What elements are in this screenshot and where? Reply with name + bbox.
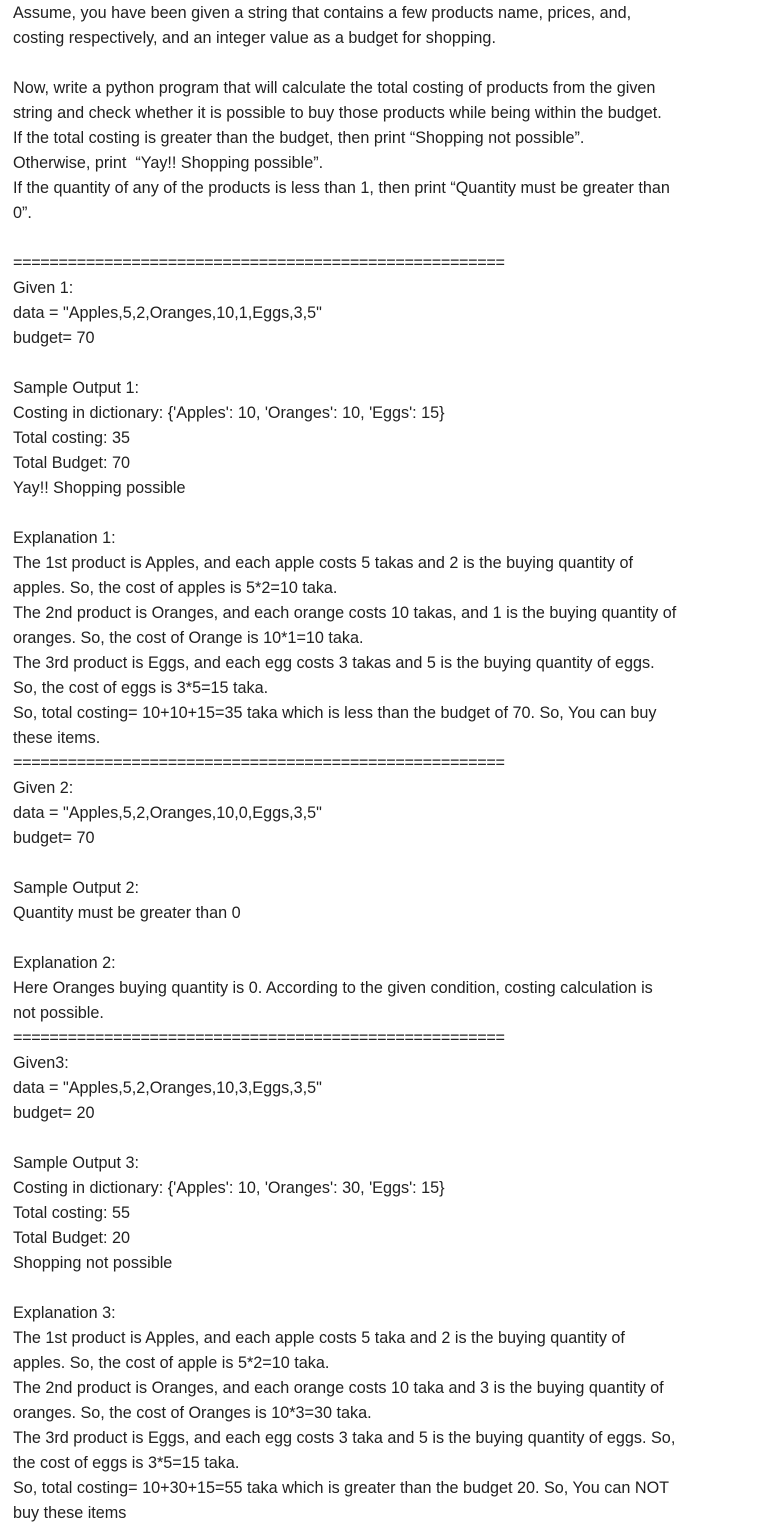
text-line: costing respectively, and an integer value as a budget for shopping.	[13, 29, 496, 47]
spacer	[13, 851, 771, 876]
separator-line: ======================================================	[13, 1029, 505, 1047]
text-line: Otherwise, print “Yay!! Shopping possible”.	[13, 154, 324, 172]
explanation-line: The 1st product is Apples, and each apple costs 5 taka and 2 is the buying quantity of	[13, 1329, 625, 1347]
explanation-heading: Explanation 2:	[13, 954, 116, 972]
given-budget: budget= 70	[13, 329, 95, 347]
example-3-given	[13, 1051, 771, 1126]
output-line: Total costing: 35	[13, 429, 130, 447]
example-3-output	[13, 1151, 771, 1276]
explanation-line: apples. So, the cost of apples is 5*2=10 taka.	[13, 579, 338, 597]
spacer	[13, 501, 771, 526]
spacer	[13, 51, 771, 76]
example-1	[13, 276, 771, 751]
given-data: data = "Apples,5,2,Oranges,10,0,Eggs,3,5"	[13, 804, 322, 822]
example-1-explanation	[13, 526, 771, 751]
spacer	[13, 926, 771, 951]
output-line: Total Budget: 20	[13, 1229, 130, 1247]
output-line: Costing in dictionary: {'Apples': 10, 'Oranges': 10, 'Eggs': 15}	[13, 404, 445, 422]
explanation-line: So, total costing= 10+10+15=35 taka which is less than the budget of 70. So, You can buy	[13, 704, 657, 722]
explanation-line: The 2nd product is Oranges, and each orange costs 10 taka and 3 is the buying quantity of	[13, 1379, 664, 1397]
output-heading: Sample Output 2:	[13, 879, 139, 897]
example-3	[13, 1051, 771, 1526]
example-1-output	[13, 376, 771, 501]
separator-line: ======================================================	[13, 254, 505, 272]
example-2-given	[13, 776, 771, 851]
explanation-line: buy these items	[13, 1504, 127, 1522]
explanation-line: the cost of eggs is 3*5=15 taka.	[13, 1454, 240, 1472]
spacer	[13, 1126, 771, 1151]
text-line: Now, write a python program that will calculate the total costing of products from the given	[13, 79, 656, 97]
text-line: 0”.	[13, 204, 32, 222]
explanation-line: The 3rd product is Eggs, and each egg costs 3 taka and 5 is the buying quantity of eggs. So,	[13, 1429, 676, 1447]
explanation-line: The 1st product is Apples, and each apple costs 5 takas and 2 is the buying quantity of	[13, 554, 634, 572]
given-heading: Given 1:	[13, 279, 74, 297]
example-2-explanation	[13, 951, 771, 1026]
output-line: Costing in dictionary: {'Apples': 10, 'Oranges': 30, 'Eggs': 15}	[13, 1179, 445, 1197]
task-paragraph	[13, 76, 771, 226]
output-line: Quantity must be greater than 0	[13, 904, 241, 922]
example-2-output	[13, 876, 771, 926]
example-1-given	[13, 276, 771, 351]
separator-line: ======================================================	[13, 754, 505, 772]
explanation-line: The 3rd product is Eggs, and each egg costs 3 takas and 5 is the buying quantity of eggs.	[13, 654, 655, 672]
output-heading: Sample Output 1:	[13, 379, 139, 397]
explanation-line: apples. So, the cost of apple is 5*2=10 taka.	[13, 1354, 330, 1372]
output-line: Shopping not possible	[13, 1254, 173, 1272]
explanation-heading: Explanation 3:	[13, 1304, 116, 1322]
explanation-line: So, total costing= 10+30+15=55 taka which is greater than the budget 20. So, You can NOT	[13, 1479, 670, 1497]
text-line: string and check whether it is possible to buy those products while being within the budget.	[13, 104, 662, 122]
output-heading: Sample Output 3:	[13, 1154, 139, 1172]
explanation-line: The 2nd product is Oranges, and each orange costs 10 takas, and 1 is the buying quantity of	[13, 604, 677, 622]
text-line: If the quantity of any of the products is less than 1, then print “Quantity must be greater than	[13, 179, 670, 197]
explanation-line: Here Oranges buying quantity is 0. According to the given condition, costing calculation is	[13, 979, 653, 997]
explanation-line: oranges. So, the cost of Oranges is 10*3=30 taka.	[13, 1404, 372, 1422]
given-budget: budget= 20	[13, 1104, 95, 1122]
given-budget: budget= 70	[13, 829, 95, 847]
spacer	[13, 1276, 771, 1301]
explanation-heading: Explanation 1:	[13, 529, 116, 547]
given-data: data = "Apples,5,2,Oranges,10,3,Eggs,3,5"	[13, 1079, 322, 1097]
explanation-line: these items.	[13, 729, 101, 747]
text-line: Assume, you have been given a string that contains a few products name, prices, and,	[13, 4, 632, 22]
text-line: If the total costing is greater than the budget, then print “Shopping not possible”.	[13, 129, 585, 147]
spacer	[13, 351, 771, 376]
explanation-line: So, the cost of eggs is 3*5=15 taka.	[13, 679, 269, 697]
intro-paragraph	[13, 1, 771, 51]
example-2	[13, 776, 771, 1026]
given-heading: Given3:	[13, 1054, 69, 1072]
given-data: data = "Apples,5,2,Oranges,10,1,Eggs,3,5"	[13, 304, 322, 322]
explanation-line: oranges. So, the cost of Orange is 10*1=10 taka.	[13, 629, 364, 647]
explanation-line: not possible.	[13, 1004, 104, 1022]
example-3-explanation	[13, 1301, 771, 1526]
spacer	[13, 226, 771, 251]
output-line: Total costing: 55	[13, 1204, 130, 1222]
given-heading: Given 2:	[13, 779, 74, 797]
output-line: Yay!! Shopping possible	[13, 479, 186, 497]
output-line: Total Budget: 70	[13, 454, 130, 472]
